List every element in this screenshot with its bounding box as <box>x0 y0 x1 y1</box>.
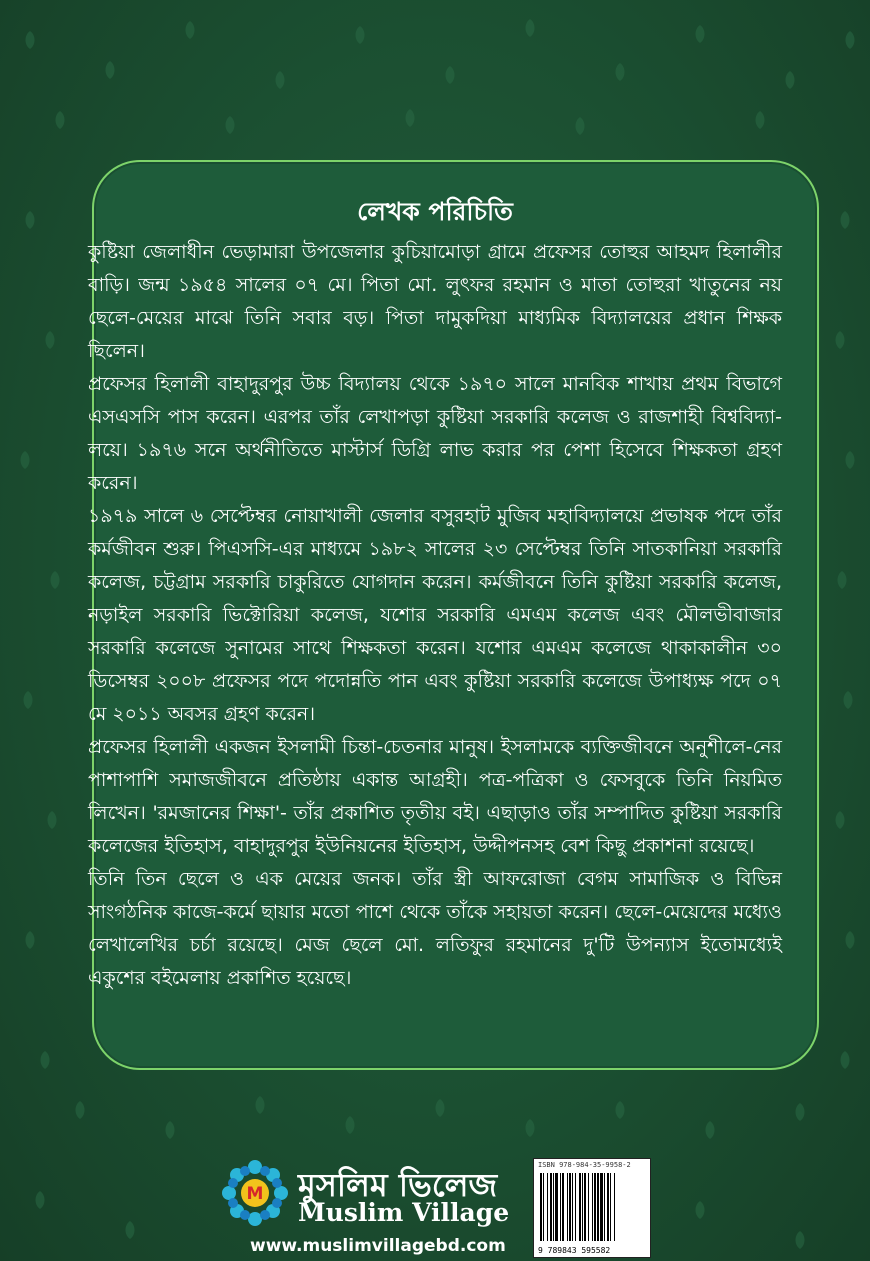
barcode-bar <box>575 1173 576 1241</box>
barcode-bar <box>550 1173 552 1241</box>
isbn-label: ISBN 978-984-35-9958-2 <box>538 1161 631 1169</box>
barcode-bar <box>582 1173 583 1241</box>
publisher-name-en: Muslim Village <box>298 1198 510 1227</box>
bio-paragraph-2: প্রফেসর হিলালী বাহাদুরপুর উচ্চ বিদ্যালয় থেকে ১৯৭০ সালে মানবিক শাখায় প্রথম বিভাগে এসএসসি পাস করেন। এরপর তাঁর লেখাপড়া কুষ্টিয়া সরকারি কলেজ ও রাজশাহী বিশ্ববিদ্যা-লয়ে। ১৯৭৬ সনে অর্থনীতিতে মাস্টার্স ডিগ্রি লাভ করার পর পেশা হিসেবে শিক্ষকতা গ্রহণ করেন। <box>88 373 782 494</box>
barcode-bar <box>584 1173 586 1241</box>
barcode-bar <box>579 1173 581 1241</box>
barcode-bars <box>540 1173 646 1241</box>
bio-paragraph-1: কুষ্টিয়া জেলাধীন ভেড়ামারা উপজেলার কুচিয়ামোড়া গ্রামে প্রফেসর তোহুর আহমদ হিলালীর বাড়ি। জন্ম ১৯৫৪ সালের ০৭ মে। পিতা মো. লুৎফর রহমান ও মাতা তোহুরা খাতুনের নয় ছেলে-মেয়ের মাঝে তিনি সবার বড়। পিতা দামুকদিয়া মাধ্যমিক বিদ্যালয়ের প্রধান শিক্ষক ছিলেন। <box>88 241 782 362</box>
barcode-bar <box>594 1173 596 1241</box>
svg-text:M: M <box>246 1184 264 1204</box>
barcode-bar <box>610 1173 611 1241</box>
barcode-bar <box>547 1173 548 1241</box>
barcode-bar <box>567 1173 568 1241</box>
barcode-number: 9 789843 595582 <box>538 1246 611 1255</box>
barcode-bar <box>597 1173 599 1241</box>
barcode-bar <box>569 1173 571 1241</box>
publisher-website: www.muslimvillagebd.com <box>250 1236 506 1256</box>
publisher-name-bn: মুসলিম ভিলেজ <box>298 1166 498 1204</box>
barcode-bar <box>553 1173 554 1241</box>
barcode-bar <box>592 1173 593 1241</box>
barcode-bar <box>560 1173 561 1241</box>
barcode-bar <box>543 1173 544 1241</box>
bio-paragraph-5: তিনি তিন ছেলে ও এক মেয়ের জনক। তাঁর স্ত্রী আফরোজা বেগম সামাজিক ও বিভিন্ন সাংগঠনিক কাজে-কর্মে ছায়ার মতো পাশে থেকে তাঁকে সহায়তা করেন। ছেলে-মেয়েদের মধ্যেও লেখালেখির চর্চা রয়েছে। মেজ ছেলে মো. লতিফুর রহমানের দু'টি উপন্যাস ইতোমধ্যেই একুশের বইমেলায় প্রকাশিত হয়েছে। <box>88 868 782 989</box>
barcode-bar <box>562 1173 564 1241</box>
isbn-barcode <box>533 1158 651 1258</box>
barcode-bar <box>614 1173 615 1241</box>
barcode-bar <box>607 1173 609 1241</box>
bio-paragraph-4: প্রফেসর হিলালী একজন ইসলামী চিন্তা-চেতনার মানুষ। ইসলামকে ব্যক্তিজীবনে অনুশীলে-নের পাশাপাশি সমাজজীবনে প্রতিষ্ঠায় একান্ত আগ্রহী। পত্র-পত্রিকা ও ফেসবুকে তিনি নিয়মিত লিখেন। 'রমজানের শিক্ষা'- তাঁর প্রকাশিত তৃতীয় বই। এছাড়াও তাঁর সম্পাদিত কুষ্টিয়া সরকারি কলেজের ইতিহাস, বাহাদুরপুর ইউনিয়নের ইতিহাস, উদ্দীপনসহ বেশ কিছু প্রকাশনা রয়েছে। <box>88 736 782 857</box>
barcode-bar <box>588 1173 589 1241</box>
flower-m-logo-icon <box>220 1158 290 1228</box>
barcode-bar <box>555 1173 558 1241</box>
panel-title: লেখক পরিচিতি <box>357 197 513 226</box>
barcode-bar <box>600 1173 603 1241</box>
barcode-bar <box>540 1173 542 1241</box>
barcode-bar <box>604 1173 605 1241</box>
barcode-bar <box>572 1173 573 1241</box>
bio-paragraph-3: ১৯৭৯ সালে ৬ সেপ্টেম্বর নোয়াখালী জেলার বসুরহাট মুজিব মহাবিদ্যালয়ে প্রভাষক পদে তাঁর কর্মজীবন শুরু। পিএসসি-এর মাধ্যমে ১৯৮২ সালের ২৩ সেপ্টেম্বর তিনি সাতকানিয়া সরকারি কলেজ, চট্টগ্রাম সরকারি চাকুরিতে যোগদান করেন। কর্মজীবনে তিনি কুষ্টিয়া সরকারি কলেজ, নড়াইল সরকারি ভিক্টোরিয়া কলেজ, যশোর সরকারি এমএম কলেজ এবং মৌলভীবাজার সরকারি কলেজে সুনামের সাথে শিক্ষকতা করেন। যশোর এমএম কলেজে থাকাকালীন ৩০ ডিসেম্বর ২০০৮ প্রফেসর পদে পদোন্নতি পান এবং কুষ্টিয়া সরকারি কলেজে উপাধ্যক্ষ পদে ০৭ মে ২০১১ অবসর গ্রহণ করেন। <box>88 505 782 725</box>
publisher-logo <box>220 1158 525 1258</box>
author-bio <box>88 236 782 995</box>
